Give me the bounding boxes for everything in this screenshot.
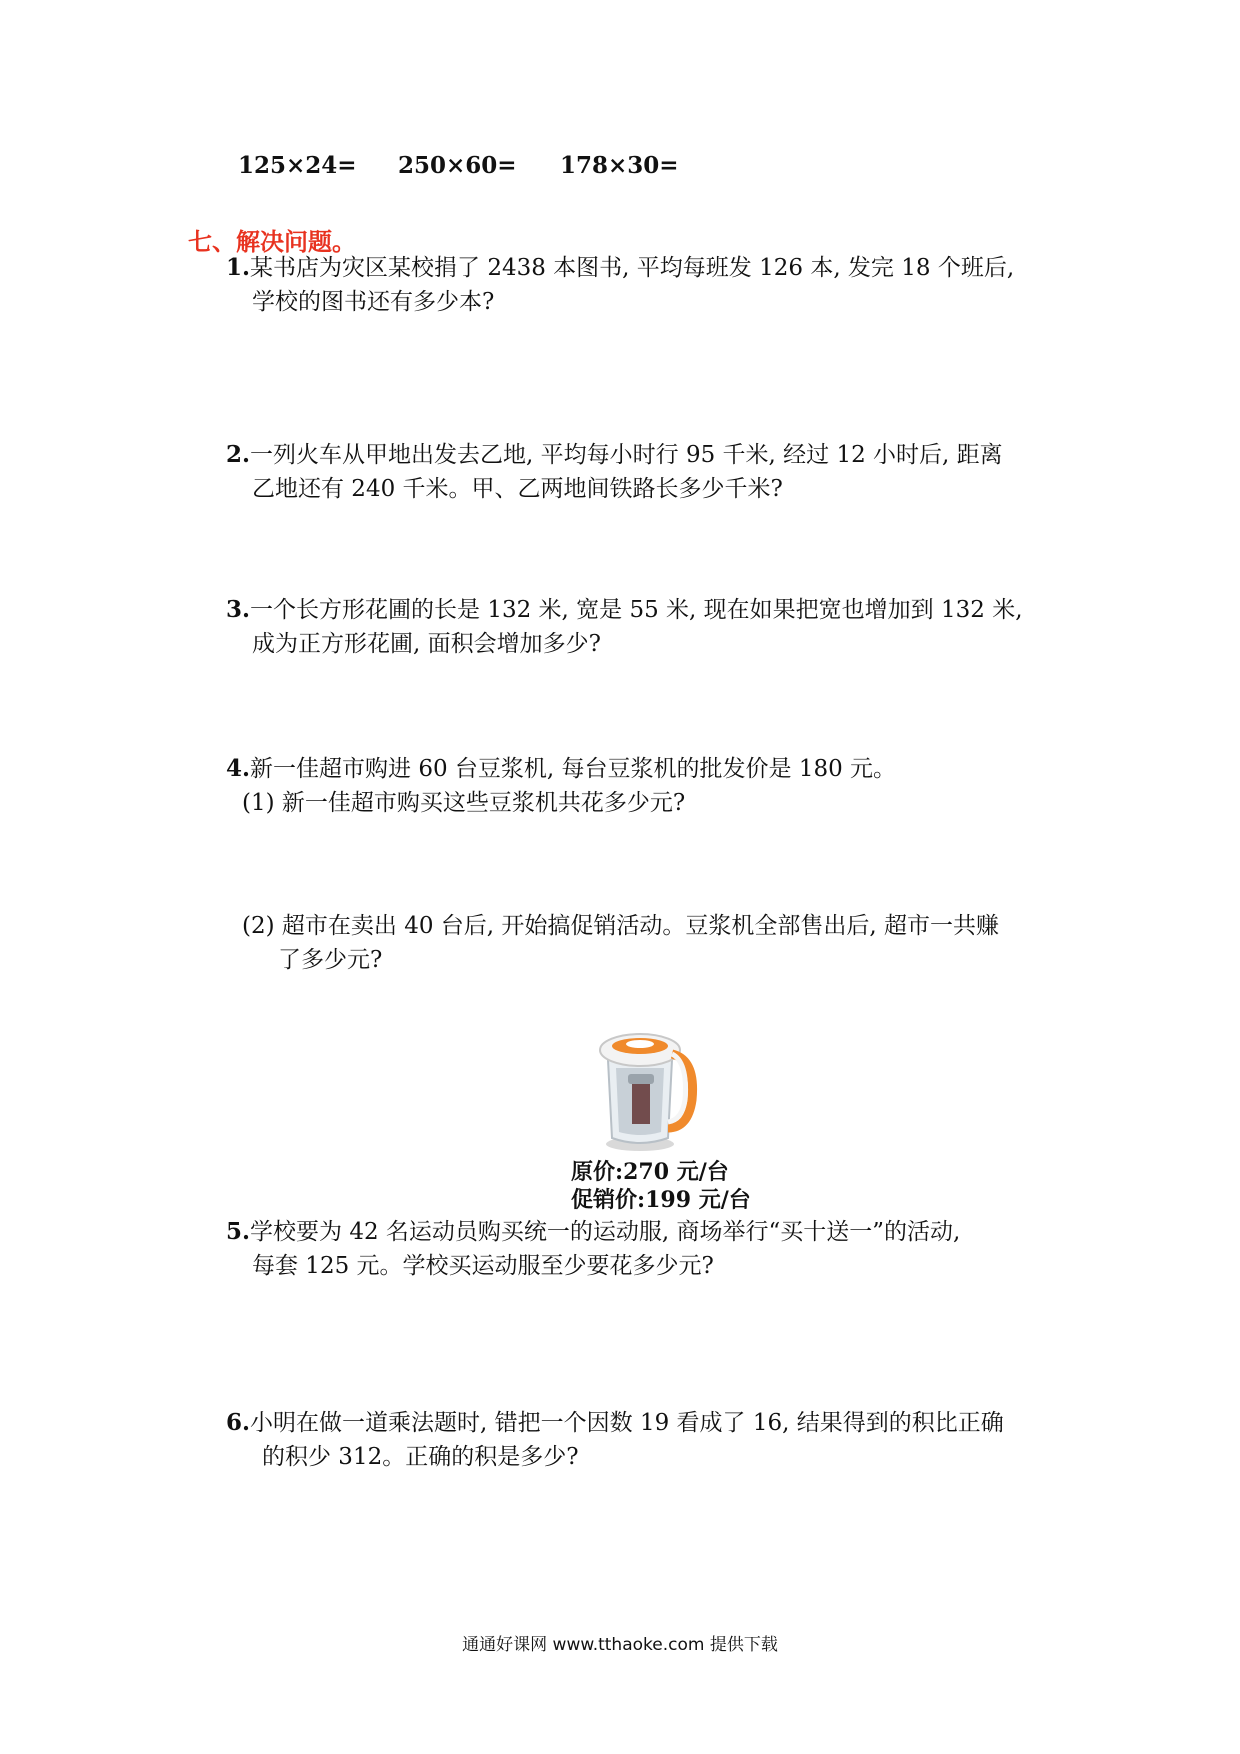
problem-text-cont: 学校的图书还有多少本?	[252, 289, 495, 315]
problem-number: 6.	[226, 1409, 251, 1436]
problem-text: 学校要为 42 名运动员购买统一的运动服, 商场举行“买十送一”的活动,	[250, 1219, 961, 1245]
problem-3	[226, 593, 1056, 661]
problem-number: 1.	[226, 254, 251, 281]
problem-text: 一列火车从甲地出发去乙地, 平均每小时行 95 千米, 经过 12 小时后, 距离	[250, 442, 1003, 468]
problem-text-cont: 每套 125 元。学校买运动服至少要花多少元?	[252, 1253, 714, 1279]
calculation-item: 125×24=	[238, 152, 357, 179]
problem-text: 小明在做一道乘法题时, 错把一个因数 19 看成了 16, 结果得到的积比正确	[250, 1410, 1004, 1436]
sub-question-text: (2) 超市在卖出 40 台后, 开始搞促销活动。豆浆机全部售出后, 超市一共赚	[242, 913, 1000, 939]
problem-text: 一个长方形花圃的长是 132 米, 宽是 55 米, 现在如果把宽也增加到 132 米,	[250, 597, 1023, 623]
sub-question-text-cont: 了多少元?	[278, 947, 383, 973]
problem-number: 5.	[226, 1218, 251, 1245]
original-price: 原价:270 元/台	[571, 1159, 729, 1185]
problem-text-cont: 乙地还有 240 千米。甲、乙两地间铁路长多少千米?	[252, 476, 783, 502]
problem-1	[226, 251, 1056, 319]
calculation-item: 178×30=	[560, 152, 679, 179]
problem-number: 3.	[226, 596, 251, 623]
problem-4	[226, 752, 1056, 786]
problem-text: 某书店为灾区某校捐了 2438 本图书, 平均每班发 126 本, 发完 18 个班后,	[250, 255, 1015, 281]
problem-number: 2.	[226, 441, 251, 468]
sub-question-text: (1) 新一佳超市购买这些豆浆机共花多少元?	[242, 790, 686, 816]
section-title: 七、解决问题。	[188, 228, 356, 256]
problem-2	[226, 438, 1056, 506]
sub-question-2	[242, 909, 1056, 977]
calculation-item: 250×60=	[398, 152, 517, 179]
problem-text-cont: 的积少 312。正确的积是多少?	[262, 1444, 579, 1470]
problem-6	[226, 1406, 1056, 1474]
problem-text-cont: 成为正方形花圃, 面积会增加多少?	[252, 631, 601, 657]
problem-5	[226, 1215, 1056, 1283]
problem-text: 新一佳超市购进 60 台豆浆机, 每台豆浆机的批发价是 180 元。	[250, 756, 897, 782]
promo-price: 促销价:199 元/台	[571, 1187, 751, 1213]
problem-number: 4.	[226, 755, 251, 782]
footer: 通通好课网 www.tthaoke.com 提供下载	[462, 1635, 778, 1655]
soymilk-maker-icon	[588, 1020, 700, 1154]
sub-question-1	[242, 786, 685, 820]
